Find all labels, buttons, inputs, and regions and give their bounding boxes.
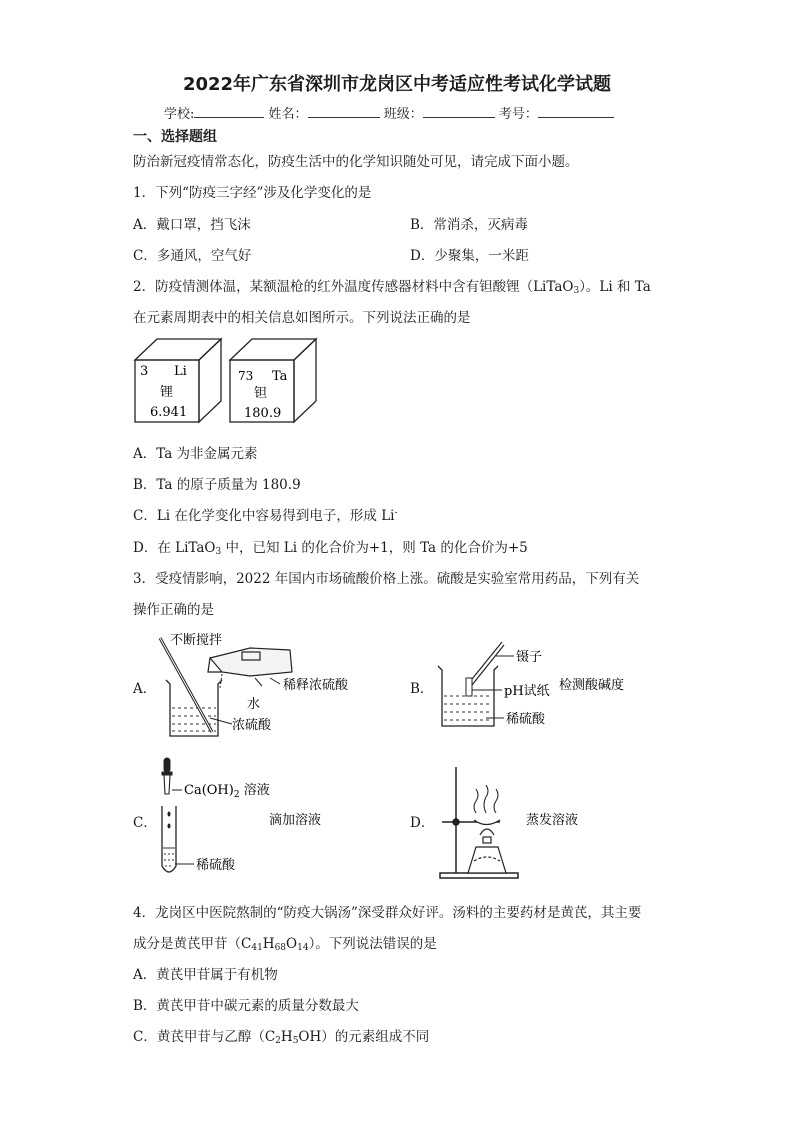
- dilute-acid-b-label: 稀硫酸: [506, 712, 546, 727]
- q2-stem-line1: [133, 275, 651, 296]
- q2-option-c-text: C．Li 在化学变化中容易得到电子，形成 Li: [133, 508, 395, 524]
- section-heading: 一、选择题组: [133, 129, 217, 145]
- q4-formula-d: ）。下列说法错误的是: [308, 936, 437, 952]
- alcohol-lamp: [468, 829, 506, 873]
- name-blank[interactable]: [308, 105, 380, 118]
- q4-option-a[interactable]: A．黄芪甲苷属于有机物: [133, 967, 278, 983]
- class-blank[interactable]: [423, 105, 495, 118]
- li-atomic-number: 3: [140, 364, 149, 379]
- q2-option-d[interactable]: [133, 536, 528, 557]
- q4-option-b[interactable]: B．黄芪甲苷中碳元素的质量分数最大: [133, 998, 359, 1014]
- q4-formula-s1: 41: [251, 943, 263, 953]
- q4-formula-b: H: [262, 936, 275, 952]
- q1-stem: 1．下列“防疫三字经”涉及化学变化的是: [133, 185, 372, 201]
- q2-option-b[interactable]: B．Ta 的原子质量为 180.9: [133, 477, 301, 493]
- q4-formula-s2: 68: [274, 943, 287, 953]
- li-name: 锂: [160, 385, 174, 400]
- q4-stem-line2: [133, 932, 437, 953]
- q1-option-d[interactable]: D．少聚集，一米距: [410, 248, 529, 264]
- q4-formula-s3: 14: [297, 943, 309, 953]
- q3-b-caption: 检测酸碱度: [559, 678, 625, 693]
- q3-option-d-label[interactable]: D．: [410, 815, 435, 831]
- ph-paper-label: pH试纸: [504, 684, 550, 699]
- q4-c-text3: OH）的元素组成不同: [298, 1029, 430, 1045]
- student-info-line: [164, 103, 614, 122]
- ta-mass: 180.9: [244, 406, 282, 421]
- name-label: 姓名：: [268, 107, 308, 122]
- school-label: 学校:: [164, 107, 195, 122]
- q3-c-caption: 滴加溶液: [269, 813, 322, 828]
- q2-stem-line2: 在元素周期表中的相关信息如图所示。下列说法正确的是: [133, 310, 471, 326]
- page-title: 2022年广东省深圳市龙岗区中考适应性考试化学试题: [182, 74, 612, 95]
- q4-formula-c: O: [286, 936, 298, 952]
- q1-option-a[interactable]: A．戴口罩，挡飞沫: [133, 217, 251, 233]
- q2-stem-end: ）。Li 和 Ta: [579, 279, 651, 295]
- evaporating-dish: [474, 820, 500, 825]
- q4-formula-a: 成分是黄芪甲苷（C: [133, 936, 252, 952]
- q4-option-c[interactable]: [133, 1025, 429, 1046]
- q2-option-c-sup: -: [394, 508, 398, 518]
- ph-paper: [466, 678, 472, 696]
- class-label: 班级：: [383, 107, 423, 122]
- water-label: 水: [247, 697, 261, 712]
- q3-option-a-label[interactable]: A．: [133, 681, 157, 697]
- caoh-label: $Ca(OH)_2$ 溶液: [184, 783, 270, 800]
- q2-stem-sub: 3: [573, 286, 580, 296]
- exam-no-label: 考号：: [498, 107, 538, 122]
- school-blank[interactable]: [194, 105, 264, 118]
- q3-stem-line2: 操作正确的是: [133, 602, 214, 618]
- dilute-acid-c-label: 稀硫酸: [196, 858, 236, 873]
- dropper-figure: [150, 756, 350, 881]
- q4-c-text2: H: [280, 1029, 293, 1045]
- q2-option-d-text2: 中，已知 Li 的化合价为+1，则 Ta 的化合价为+5: [221, 540, 528, 556]
- q4-stem-line1: 4．龙岗区中医院熬制的“防疫大锅汤”深受群众好评。汤料的主要药材是黄芪，其主要: [133, 905, 642, 921]
- conc-acid-label: 浓硫酸: [232, 718, 272, 733]
- ta-name: 钽: [254, 386, 268, 401]
- q3-d-caption: 蒸发溶液: [526, 813, 579, 828]
- q1-option-b[interactable]: B．常消杀，灭病毒: [410, 217, 528, 233]
- q2-option-a[interactable]: A．Ta 为非金属元素: [133, 446, 258, 462]
- intro-text: 防治新冠疫情常态化，防疫生活中的化学知识随处可见，请完成下面小题。: [133, 154, 579, 170]
- q3-stem-line1: 3．受疫情影响，2022 年国内市场硫酸价格上涨。硫酸是实验室常用药品，下列有关: [133, 571, 640, 587]
- ta-symbol: Ta: [272, 369, 288, 384]
- reagent-bottle: [208, 648, 292, 676]
- q3-option-c-label[interactable]: C．: [133, 815, 157, 831]
- q4-c-sub2: 5: [292, 1036, 299, 1046]
- q3-a-caption: 稀释浓硫酸: [283, 678, 349, 693]
- tweezers-label: 镊子: [516, 650, 543, 665]
- exam-no-blank[interactable]: [538, 105, 614, 118]
- evaporation-figure: [438, 765, 598, 880]
- q4-c-sub1: 2: [275, 1036, 281, 1046]
- dropper: [162, 758, 172, 794]
- q3-option-b-label[interactable]: B．: [410, 681, 434, 697]
- q2-option-c[interactable]: [133, 504, 398, 524]
- q2-stem-text: 2．防疫情测体温，某额温枪的红外温度传感器材料中含有钽酸锂（LiTaO: [133, 279, 574, 295]
- tweezers: [468, 642, 504, 685]
- ph-test-figure: [436, 638, 656, 733]
- dilute-acid-figure: [150, 628, 370, 743]
- li-symbol: Li: [174, 364, 187, 379]
- li-mass: 6.941: [150, 405, 188, 420]
- q4-c-text1: C．黄芪甲苷与乙醇（C: [133, 1029, 276, 1045]
- ta-atomic-number: 73: [238, 369, 254, 383]
- q1-option-c[interactable]: C．多通风，空气好: [133, 248, 252, 264]
- q2-option-d-text1: D．在 LiTaO: [133, 540, 216, 556]
- q2-option-d-sub: 3: [215, 547, 222, 557]
- periodic-table-figure: [134, 338, 324, 428]
- stir-label: 不断搅拌: [170, 633, 223, 648]
